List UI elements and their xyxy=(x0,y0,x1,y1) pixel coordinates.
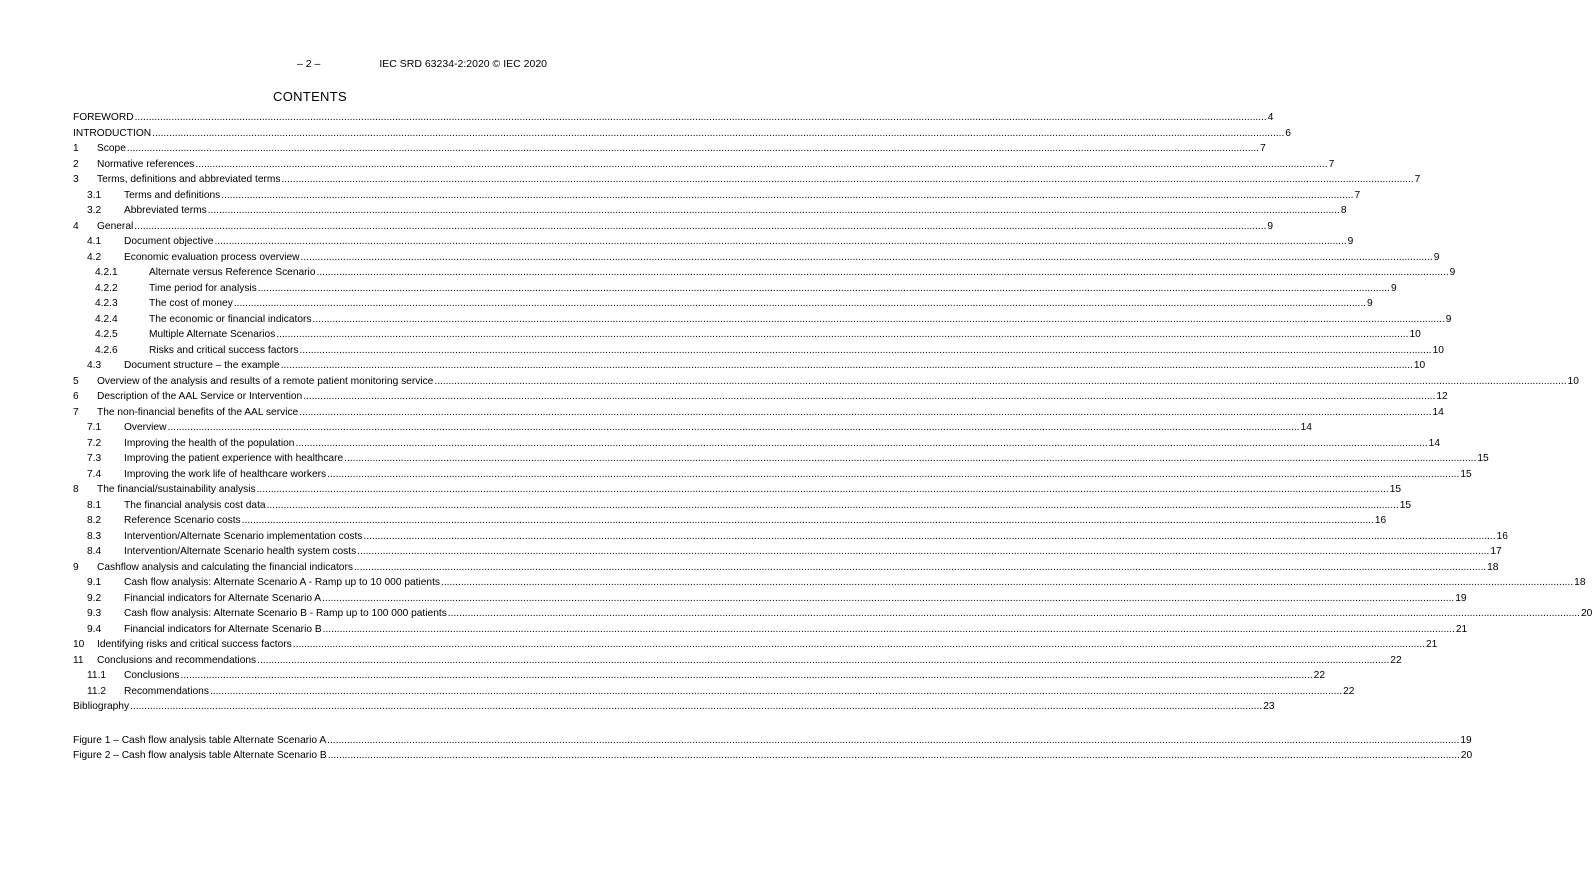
toc-dot-leader: ................................................................................................................................................................................................................................................................................................................................................................................................................ xyxy=(266,499,1399,511)
toc-entry-page: 15 xyxy=(1399,499,1412,511)
toc-entry-page: 15 xyxy=(1389,484,1402,495)
toc-dot-leader: ................................................................................................................................................................................................................................................................................................................................................................................................................ xyxy=(130,701,1263,712)
toc-entry-number: 4.2.2 xyxy=(95,282,118,294)
toc-dot-leader: ................................................................................................................................................................................................................................................................................................................................................................................................................ xyxy=(327,734,1460,746)
toc-dot-leader: ................................................................................................................................................................................................................................................................................................................................................................................................................ xyxy=(322,623,1455,635)
toc-dot-leader: ................................................................................................................................................................................................................................................................................................................................................................................................................ xyxy=(322,592,1455,604)
toc-dot-leader: ................................................................................................................................................................................................................................................................................................................................................................................................................ xyxy=(214,236,1347,247)
toc-entry-title: Alternate versus Reference Scenario xyxy=(149,267,316,278)
toc-entry-page: 9 xyxy=(1347,236,1354,247)
toc-entry-number: 7.3 xyxy=(87,453,102,464)
toc-dot-leader: ................................................................................................................................................................................................................................................................................................................................................................................................................ xyxy=(209,685,1343,697)
toc-entry-title: Abbreviated terms xyxy=(124,205,207,216)
toc-entry[interactable] xyxy=(73,143,1266,159)
toc-entry[interactable] xyxy=(73,670,1326,686)
toc-dot-leader: ................................................................................................................................................................................................................................................................................................................................................................................................................ xyxy=(434,375,1567,387)
toc-entry-page: 9 xyxy=(1366,298,1373,309)
toc-entry[interactable] xyxy=(73,406,1444,423)
toc-dot-leader: ................................................................................................................................................................................................................................................................................................................................................................................................................ xyxy=(357,546,1490,557)
toc-dot-leader: ................................................................................................................................................................................................................................................................................................................................................................................................................ xyxy=(299,406,1432,418)
toc-entry-title: Improving the work life of healthcare workers xyxy=(124,468,327,480)
toc-entry-number: 2 xyxy=(73,158,79,170)
toc-entry-page: 7 xyxy=(1260,143,1266,154)
toc-entry-number: 3.2 xyxy=(87,205,102,216)
toc-entry-title: The financial/sustainability analysis xyxy=(97,484,256,495)
toc-entry[interactable] xyxy=(73,127,1291,144)
toc-dot-leader: ................................................................................................................................................................................................................................................................................................................................................................................................................ xyxy=(295,437,1428,449)
toc-entry-number: 4.1 xyxy=(87,236,102,247)
toc-dot-leader: ................................................................................................................................................................................................................................................................................................................................................................................................................ xyxy=(207,205,1340,216)
toc-entry-number: 6 xyxy=(73,391,79,402)
page-title: CONTENTS xyxy=(273,89,347,104)
toc-dot-leader: ................................................................................................................................................................................................................................................................................................................................................................................................................ xyxy=(167,422,1300,433)
toc-entry-page: 14 xyxy=(1432,406,1444,418)
toc-entry[interactable] xyxy=(73,422,1312,438)
toc-entry-page: 9 xyxy=(1267,220,1274,232)
toc-entry-number: 8.3 xyxy=(87,530,102,542)
toc-entry-number: 9.2 xyxy=(87,592,102,604)
toc-entry[interactable] xyxy=(73,205,1347,221)
toc-dot-leader: ................................................................................................................................................................................................................................................................................................................................................................................................................ xyxy=(241,515,1374,526)
toc-entry-title: Risks and critical success factors xyxy=(149,344,299,356)
toc-entry-title: Cashflow analysis and calculating the financial indicators xyxy=(97,561,353,573)
toc-entry[interactable] xyxy=(73,734,1472,751)
toc-entry[interactable] xyxy=(73,329,1421,345)
toc-entry[interactable] xyxy=(73,391,1448,407)
toc-entry-number: 4.3 xyxy=(87,360,102,371)
toc-entry[interactable] xyxy=(73,282,1397,299)
toc-entry-title: The financial analysis cost data xyxy=(124,499,266,511)
toc-entry-number: 4 xyxy=(73,220,79,232)
toc-entry-number: 7.2 xyxy=(87,437,102,449)
toc-entry-number: 8.1 xyxy=(87,499,102,511)
toc-entry-title: Economic evaluation process overview xyxy=(124,251,300,263)
toc-dot-leader: ................................................................................................................................................................................................................................................................................................................................................................................................................ xyxy=(152,127,1285,139)
toc-entry-number: 3.1 xyxy=(87,189,102,201)
toc-entry-number: 4.2 xyxy=(87,251,102,263)
toc-entry-page: 15 xyxy=(1460,468,1472,480)
page-number: – 2 – xyxy=(297,58,321,70)
toc-entry-title: Recommendations xyxy=(124,685,209,697)
toc-entry[interactable] xyxy=(73,298,1373,314)
toc-entry-number: 11.2 xyxy=(87,685,107,697)
toc-entry-number: 8.2 xyxy=(87,515,102,526)
toc-dot-leader: ................................................................................................................................................................................................................................................................................................................................................................................................................ xyxy=(134,112,1267,123)
toc-entry[interactable] xyxy=(73,561,1499,578)
toc-entry[interactable] xyxy=(73,236,1354,252)
toc-entry[interactable] xyxy=(73,437,1440,454)
toc-dot-leader: ................................................................................................................................................................................................................................................................................................................................................................................................................ xyxy=(447,608,1580,619)
toc-entry-title: Intervention/Alternate Scenario health system costs xyxy=(124,546,357,557)
toc-entry-number: 3 xyxy=(73,174,79,185)
toc-entry[interactable] xyxy=(73,189,1361,206)
toc-dot-leader: ................................................................................................................................................................................................................................................................................................................................................................................................................ xyxy=(327,750,1460,761)
toc-entry-title: Terms and definitions xyxy=(124,189,221,201)
toc-entry-page: 22 xyxy=(1390,654,1402,666)
toc-entry-page: 7 xyxy=(1414,174,1421,185)
toc-dot-leader: ................................................................................................................................................................................................................................................................................................................................................................................................................ xyxy=(312,313,1445,325)
toc-dot-leader: ................................................................................................................................................................................................................................................................................................................................................................................................................ xyxy=(344,453,1477,464)
toc-entry[interactable] xyxy=(73,375,1579,392)
toc-entry-title: The cost of money xyxy=(149,298,233,309)
toc-entry[interactable] xyxy=(73,174,1421,190)
toc-entry[interactable] xyxy=(73,484,1402,500)
toc-entry-number: 11 xyxy=(73,654,84,666)
toc-dot-leader: ................................................................................................................................................................................................................................................................................................................................................................................................................ xyxy=(233,298,1366,309)
toc-entry-title: Overview xyxy=(124,422,167,433)
toc-entry-title: Financial indicators for Alternate Scenario A xyxy=(124,592,322,604)
toc-entry-page: 17 xyxy=(1490,546,1502,557)
toc-entry[interactable] xyxy=(73,592,1467,609)
toc-entry[interactable] xyxy=(73,750,1473,766)
toc-entry-title: Financial indicators for Alternate Scenario B xyxy=(124,623,322,635)
toc-entry[interactable] xyxy=(73,112,1274,128)
toc-entry[interactable] xyxy=(73,158,1335,175)
toc-entry-number: 4.2.6 xyxy=(95,344,118,356)
toc-entry-page: 6 xyxy=(1285,127,1291,139)
toc-entry-title: Conclusions xyxy=(124,670,180,681)
toc-entry-title: Identifying risks and critical success factors xyxy=(97,639,292,650)
toc-entry-page: 9 xyxy=(1390,282,1397,294)
toc-entry[interactable] xyxy=(73,251,1440,268)
document-reference: IEC SRD 63234-2:2020 © IEC 2020 xyxy=(379,58,547,70)
toc-entry[interactable] xyxy=(73,313,1452,330)
toc-entry-title: Multiple Alternate Scenarios xyxy=(149,329,276,340)
toc-dot-leader: ................................................................................................................................................................................................................................................................................................................................................................................................................ xyxy=(256,484,1389,495)
toc-dot-leader: ................................................................................................................................................................................................................................................................................................................................................................................................................ xyxy=(257,654,1390,666)
toc-entry-page: 9 xyxy=(1433,251,1440,263)
toc-entry-page: 15 xyxy=(1477,453,1489,464)
toc-entry-page: 10 xyxy=(1567,375,1579,387)
toc-entry-page: 9 xyxy=(1449,267,1456,278)
toc-entry-number: 7.4 xyxy=(87,468,102,480)
toc-dot-leader: ................................................................................................................................................................................................................................................................................................................................................................................................................ xyxy=(280,360,1413,371)
toc-entry[interactable] xyxy=(73,654,1402,671)
toc-entry[interactable] xyxy=(73,515,1387,531)
toc-entry-page: 18 xyxy=(1574,577,1586,588)
toc-entry-title: Document structure – the example xyxy=(124,360,280,371)
toc-dot-leader: ................................................................................................................................................................................................................................................................................................................................................................................................................ xyxy=(299,344,1432,356)
toc-entry-title: Intervention/Alternate Scenario implementation costs xyxy=(124,530,363,542)
toc-entry-number: 8.4 xyxy=(87,546,102,557)
toc-dot-leader: ................................................................................................................................................................................................................................................................................................................................................................................................................ xyxy=(316,267,1449,278)
toc-dot-leader: ................................................................................................................................................................................................................................................................................................................................................................................................................ xyxy=(257,282,1390,294)
toc-entry-page: 4 xyxy=(1267,112,1274,123)
toc-entry-number: 5 xyxy=(73,375,79,387)
toc-entry-page: 14 xyxy=(1300,422,1312,433)
toc-entry-page: 20 xyxy=(1460,750,1473,761)
toc-entry-number: 1 xyxy=(73,143,79,154)
toc-entry-number: 4.2.4 xyxy=(95,313,118,325)
toc-dot-leader: ................................................................................................................................................................................................................................................................................................................................................................................................................ xyxy=(134,220,1267,232)
toc-entry[interactable] xyxy=(73,530,1508,547)
toc-entry-title: Time period for analysis xyxy=(149,282,257,294)
page-header xyxy=(0,58,620,74)
toc-entry[interactable] xyxy=(73,267,1456,283)
toc-entry-title: General xyxy=(97,220,134,232)
toc-entry-page: 22 xyxy=(1313,670,1326,681)
toc-entry-page: 7 xyxy=(1354,189,1361,201)
toc-entry-page: 14 xyxy=(1428,437,1440,449)
toc-entry-page: 21 xyxy=(1425,639,1438,650)
toc-entry-page: 8 xyxy=(1340,205,1347,216)
toc-entry-number: 7.1 xyxy=(87,422,102,433)
toc-entry-title: Cash flow analysis: Alternate Scenario A - Ramp up to 10 000 patients xyxy=(124,577,440,588)
toc-entry-page: 21 xyxy=(1455,623,1468,635)
toc-entry-title: The economic or financial indicators xyxy=(149,313,312,325)
toc-entry-number: 9 xyxy=(73,561,79,573)
toc-dot-leader: ................................................................................................................................................................................................................................................................................................................................................................................................................ xyxy=(281,174,1414,185)
toc-entry-page: 16 xyxy=(1374,515,1387,526)
toc-entry-page: 10 xyxy=(1409,329,1421,340)
toc-entry-title: Document objective xyxy=(124,236,214,247)
toc-dot-leader: ................................................................................................................................................................................................................................................................................................................................................................................................................ xyxy=(180,670,1313,681)
toc-entry[interactable] xyxy=(73,623,1468,640)
toc-entry-title: Improving the patient experience with healthcare xyxy=(124,453,344,464)
toc-entry[interactable] xyxy=(73,577,1586,593)
toc-dot-leader: ................................................................................................................................................................................................................................................................................................................................................................................................................ xyxy=(276,329,1409,340)
toc-entry-title: Improving the health of the population xyxy=(124,437,295,449)
toc-dot-leader: ................................................................................................................................................................................................................................................................................................................................................................................................................ xyxy=(363,530,1496,542)
toc-entry-title: Description of the AAL Service or Intervention xyxy=(97,391,303,402)
toc-dot-leader: ................................................................................................................................................................................................................................................................................................................................................................................................................ xyxy=(126,143,1260,154)
toc-entry-title: Terms, definitions and abbreviated terms xyxy=(97,174,281,185)
toc-entry-title: INTRODUCTION xyxy=(73,127,152,139)
toc-entry[interactable] xyxy=(73,701,1275,717)
toc-dot-leader: ................................................................................................................................................................................................................................................................................................................................................................................................................ xyxy=(327,468,1460,480)
toc-entry-page: 22 xyxy=(1343,685,1355,697)
toc-entry-number: 9.3 xyxy=(87,608,102,619)
toc-entry-number: 4.2.5 xyxy=(95,329,118,340)
toc-entry-page: 9 xyxy=(1445,313,1452,325)
toc-entry-title: Normative references xyxy=(97,158,195,170)
toc-entry-page: 16 xyxy=(1496,530,1508,542)
toc-entry[interactable] xyxy=(73,499,1412,516)
toc-dot-leader: ................................................................................................................................................................................................................................................................................................................................................................................................................ xyxy=(300,251,1433,263)
toc-entry-number: 8 xyxy=(73,484,79,495)
toc-dot-leader: ................................................................................................................................................................................................................................................................................................................................................................................................................ xyxy=(353,561,1487,573)
toc-spacer xyxy=(73,717,545,735)
toc-entry-title: Figure 2 – Cash flow analysis table Alternate Scenario B xyxy=(73,750,327,761)
toc-entry-page: 19 xyxy=(1455,592,1467,604)
toc-entry-page: 20 xyxy=(1580,608,1592,619)
toc-entry[interactable] xyxy=(73,685,1355,702)
toc-entry-title: Conclusions and recommendations xyxy=(97,654,257,666)
toc-entry[interactable] xyxy=(73,608,1592,624)
toc-entry[interactable] xyxy=(73,468,1472,485)
toc-entry[interactable] xyxy=(73,220,1274,237)
toc-entry-page: 10 xyxy=(1432,344,1444,356)
toc-entry[interactable] xyxy=(73,639,1438,655)
toc-entry-number: 9.1 xyxy=(87,577,102,588)
toc-entry-title: Cash flow analysis: Alternate Scenario B - Ramp up to 100 000 patients xyxy=(124,608,447,619)
toc-entry-number: 4.2.3 xyxy=(95,298,118,309)
toc-entry-page: 19 xyxy=(1460,734,1472,746)
toc-entry[interactable] xyxy=(73,453,1489,469)
toc-entry[interactable] xyxy=(73,546,1502,562)
toc-entry-title: Figure 1 – Cash flow analysis table Alternate Scenario A xyxy=(73,734,327,746)
toc-dot-leader: ................................................................................................................................................................................................................................................................................................................................................................................................................ xyxy=(221,189,1354,201)
toc-entry-title: Overview of the analysis and results of a remote patient monitoring service xyxy=(97,375,434,387)
toc-entry-title: The non-financial benefits of the AAL service xyxy=(97,406,299,418)
toc-entry-title: Scope xyxy=(97,143,126,154)
toc-entry-page: 12 xyxy=(1436,391,1448,402)
toc-entry-title: FOREWORD xyxy=(73,112,134,123)
toc-dot-leader: ................................................................................................................................................................................................................................................................................................................................................................................................................ xyxy=(441,577,1574,588)
table-of-contents xyxy=(73,112,1592,766)
toc-entry-number: 10 xyxy=(73,639,85,650)
toc-entry-number: 4.2.1 xyxy=(95,267,118,278)
toc-entry[interactable] xyxy=(73,360,1426,376)
toc-entry-number: 7 xyxy=(73,406,79,418)
toc-entry-number: 9.4 xyxy=(87,623,102,635)
toc-entry-title: Reference Scenario costs xyxy=(124,515,241,526)
toc-entry-number: 11.1 xyxy=(87,670,107,681)
toc-dot-leader: ................................................................................................................................................................................................................................................................................................................................................................................................................ xyxy=(195,158,1328,170)
toc-entry-page: 10 xyxy=(1413,360,1426,371)
toc-dot-leader: ................................................................................................................................................................................................................................................................................................................................................................................................................ xyxy=(292,639,1425,650)
toc-entry-page: 23 xyxy=(1263,701,1275,712)
toc-entry-page: 18 xyxy=(1487,561,1499,573)
toc-entry-page: 7 xyxy=(1328,158,1335,170)
toc-entry[interactable] xyxy=(73,344,1444,361)
toc-dot-leader: ................................................................................................................................................................................................................................................................................................................................................................................................................ xyxy=(303,391,1436,402)
toc-entry-title: Bibliography xyxy=(73,701,130,712)
